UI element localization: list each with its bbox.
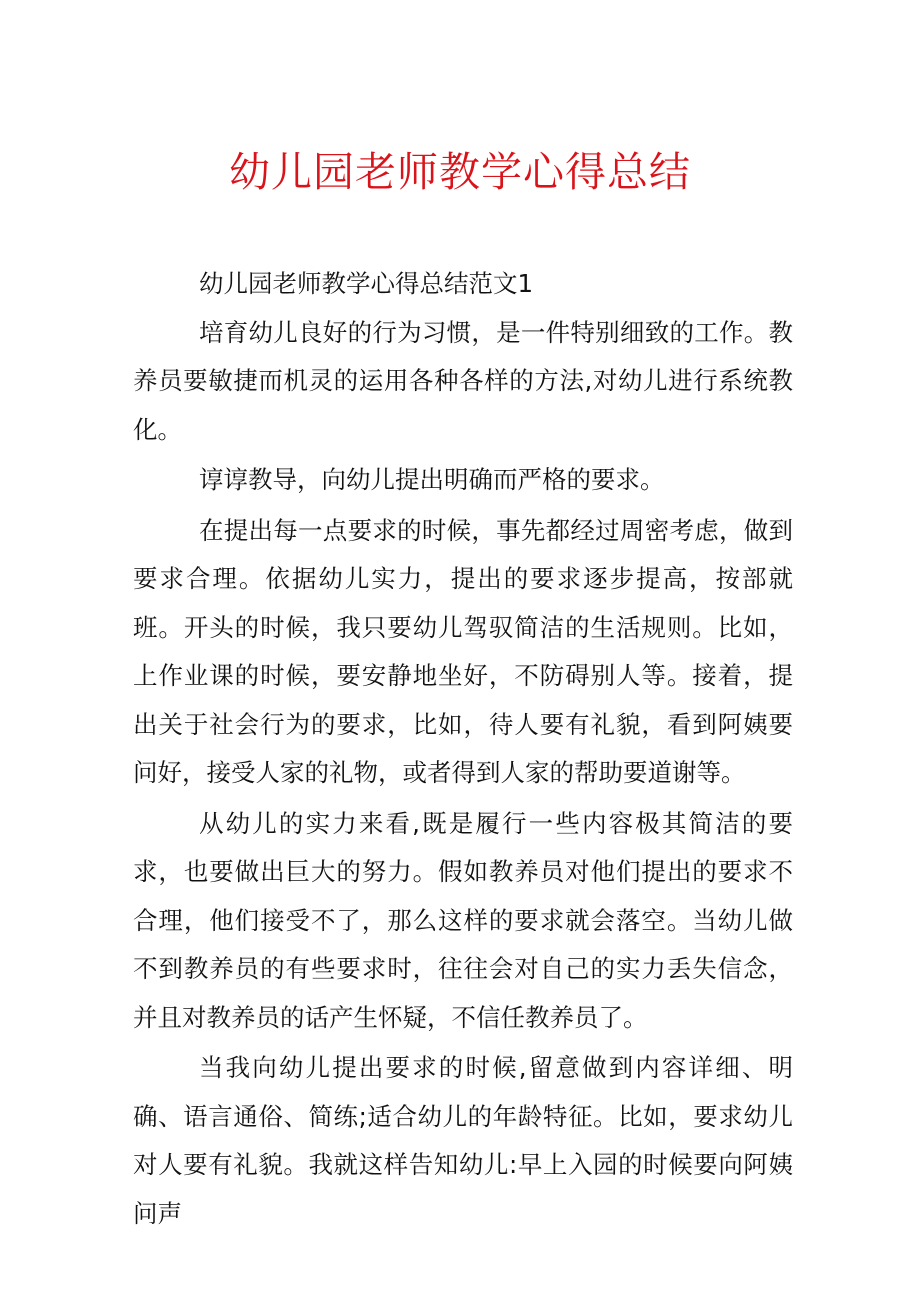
section-heading: 幼儿园老师教学心得总结范文1 [199,269,534,298]
paragraph-4: 从幼儿的实力来看,既是履行一些内容极其简洁的要求，也要做出巨大的努力。假如教养员对他们提出的要求不合理，他们接受不了，那么这样的要求就会落空。当幼儿做不到教养员的有些要求时，往往会对自己的实力丢失信念，并且对教养员的话产生怀疑，不信任教养员了。 [133,808,793,1032]
paragraph-5: 当我向幼儿提出要求的时候,留意做到内容详细、明确、语言通俗、简练;适合幼儿的年龄特征。比如，要求幼儿对人要有礼貌。我就这样告知幼儿:早上入园的时候要向阿姨问声 [133,1053,793,1228]
paragraph-2: 谆谆教导，向幼儿提出明确而严格的要求。 [199,465,665,494]
document-title: 幼儿园老师教学心得总结 [229,148,691,196]
paragraph-3: 在提出每一点要求的时候，事先都经过周密考虑，做到要求合理。依据幼儿实力，提出的要求逐步提高，按部就班。开头的时候，我只要幼儿驾驭简洁的生活规则。比如，上作业课的时候，要安静地坐好，不防碍别人等。接着，提出关于社会行为的要求，比如，待人要有礼貌，看到阿姨要问好，接受人家的礼物，或者得到人家的帮助要道谢等。 [133,515,793,787]
document-body [133,260,793,1240]
paragraph-1: 培育幼儿良好的行为习惯，是一件特别细致的工作。教养员要敏捷而机灵的运用各种各样的方法,对幼儿进行系统教化。 [133,317,793,444]
